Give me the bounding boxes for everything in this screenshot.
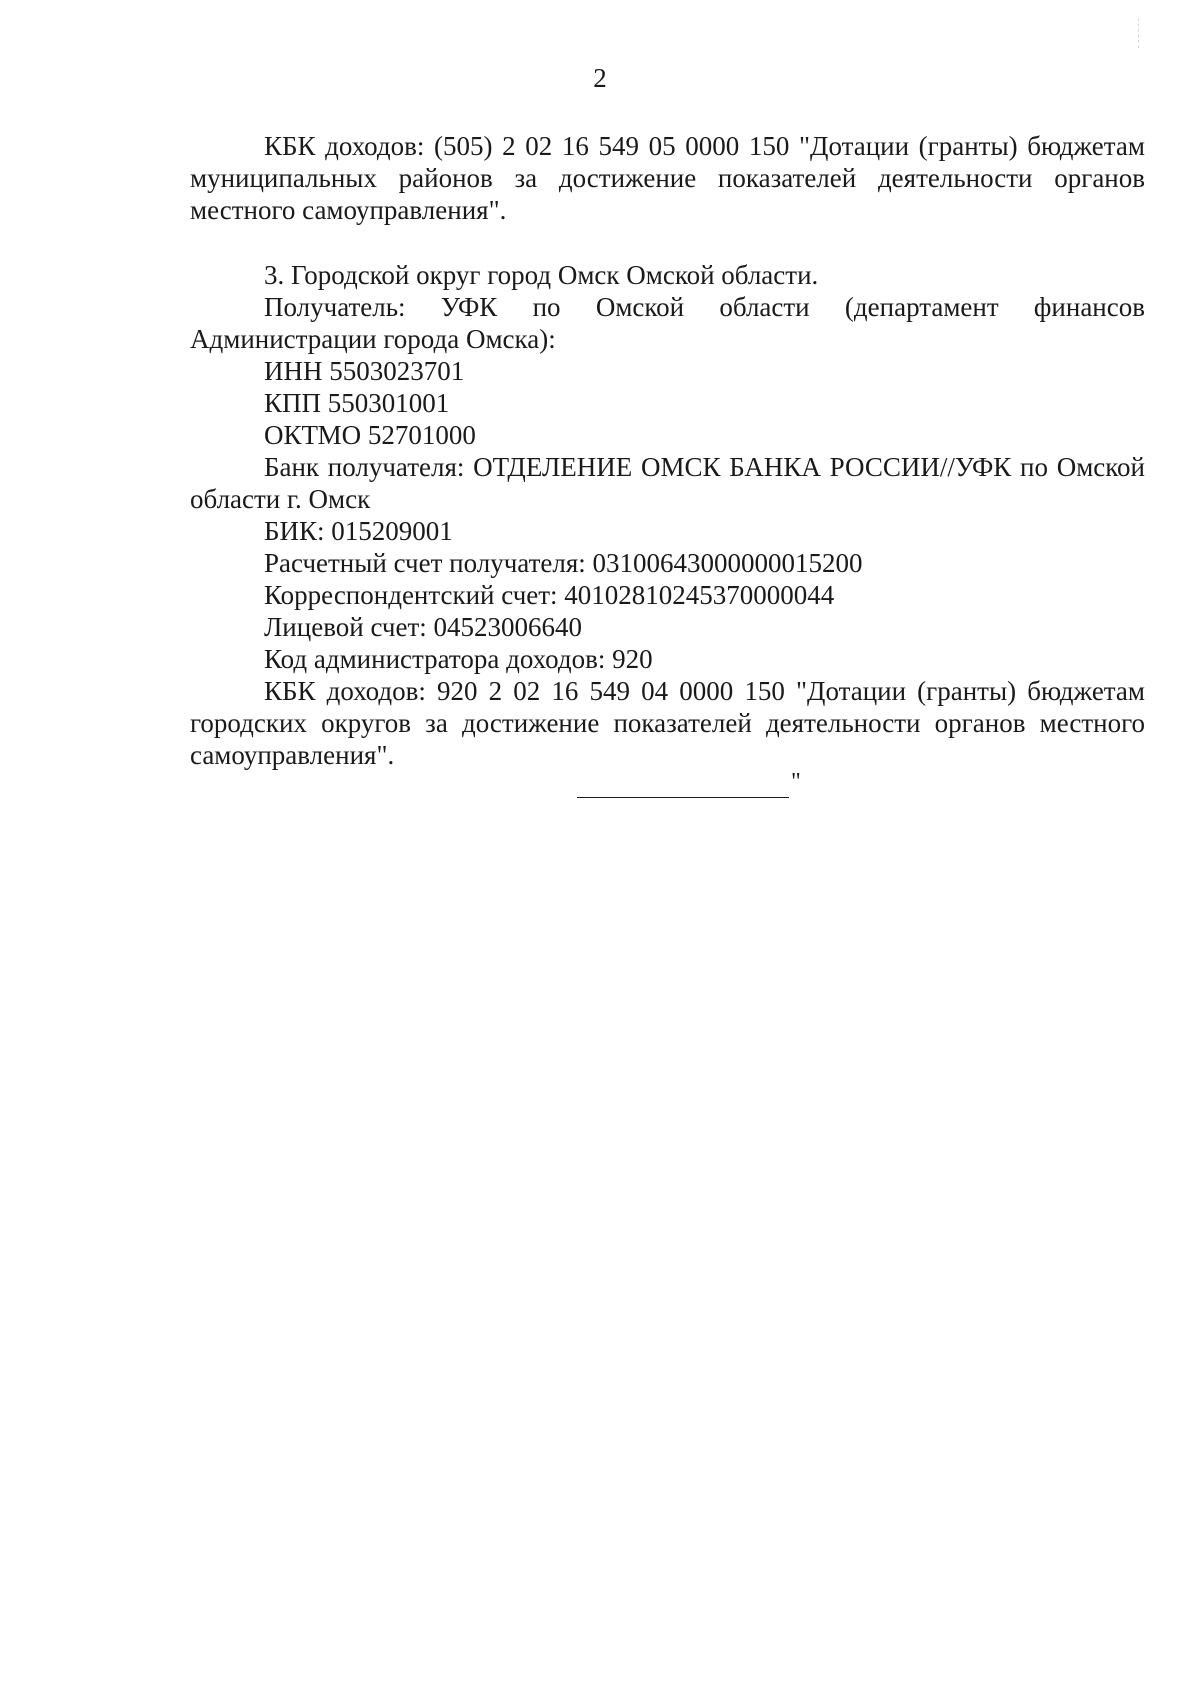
kbk-paragraph: КБК доходов: (505) 2 02 16 549 05 0000 150 "Дотации (гранты) бюджетам муниципальных районов за достижение показателей деятельности органов местного самоуправления". xyxy=(190,131,1145,225)
scan-artifact xyxy=(1138,18,1140,48)
kbk-paragraph-section-3: КБК доходов: 920 2 02 16 549 04 0000 150 "Дотации (гранты) бюджетам городских округов за достижение показателей деятельности органов местного самоуправления". xyxy=(190,676,1145,770)
closing-mark xyxy=(577,769,801,806)
recipient-paragraph: Получатель: УФК по Омской области (департамент финансов Администрации города Омска): xyxy=(190,292,1145,354)
correspondent-account-line: Корреспондентский счет: 40102810245370000044 xyxy=(264,580,835,610)
kbk-section-2 xyxy=(190,130,1145,226)
bank-paragraph: Банк получателя: ОТДЕЛЕНИЕ ОМСК БАНКА РОССИИ//УФК по Омской области г. Омск xyxy=(190,452,1145,514)
personal-account-line: Лицевой счет: 04523006640 xyxy=(264,612,583,642)
inn-line: ИНН 5503023701 xyxy=(264,356,465,386)
oktmo-line: ОКТМО 52701000 xyxy=(264,420,476,450)
section-3 xyxy=(190,259,1145,771)
settlement-account-line: Расчетный счет получателя: 03100643000000015200 xyxy=(264,548,863,578)
closing-quote: " xyxy=(791,769,801,795)
bik-line: БИК: 015209001 xyxy=(264,516,453,546)
page-number: 2 xyxy=(593,63,607,93)
closing-rule xyxy=(577,797,789,798)
admin-code-line: Код администратора доходов: 920 xyxy=(264,644,653,674)
section-heading: 3. Городской округ город Омск Омской области. xyxy=(264,260,819,290)
kpp-line: КПП 550301001 xyxy=(264,388,450,418)
